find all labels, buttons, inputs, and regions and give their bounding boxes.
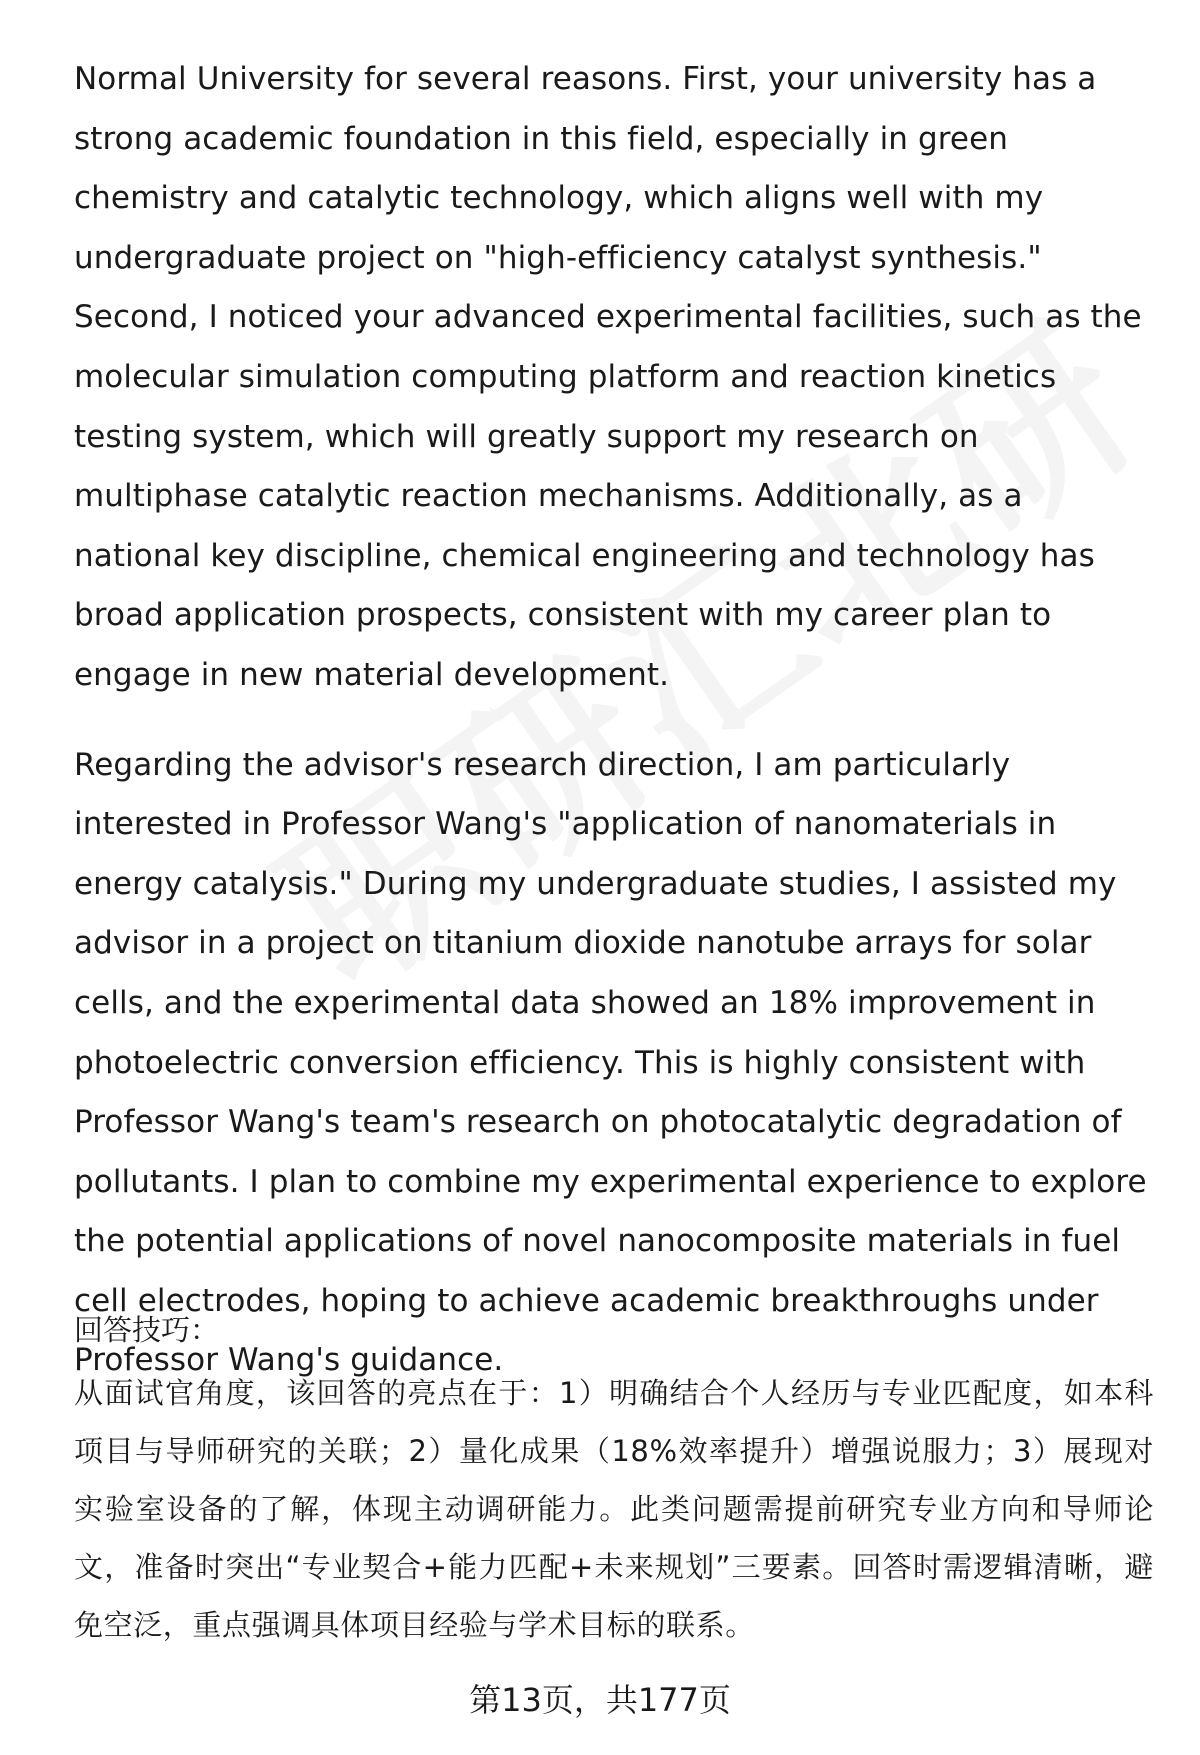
tips-heading: 回答技巧：	[74, 1313, 220, 1347]
main-content	[74, 50, 1154, 1421]
answer-tips-section	[74, 1310, 1154, 1654]
paragraph-advisor-direction: Regarding the advisor's research direction, I am particularly interested in Professor Wang's "application of nanomaterials in energy catalysis." During my undergraduate studies, I assisted my advisor in a project on titanium dioxide nanotube arrays for solar cells, and the experimental data showed an 18% improvement in photoelectric conversion efficiency. This is highly consistent with Professor Wang's team's research on photocatalytic degradation of pollutants. I plan to combine my experimental experience to explore the potential applications of novel nanocomposite materials in fuel cell electrodes, hoping to achieve academic breakthroughs under Professor Wang's guidance.	[74, 746, 1147, 1379]
paragraph-university-reasons: Normal University for several reasons. First, your university has a strong academic foundation in this field, especially in green chemistry and catalytic technology, which aligns well with my undergraduate project on "high-efficiency catalyst synthesis." Second, I noticed your advanced experimental facilities, such as the molecular simulation computing platform and reaction kinetics testing system, which will greatly support my research on multiphase catalytic reaction mechanisms. Additionally, as a national key discipline, chemical engineering and technology has broad application prospects, consistent with my career plan to engage in new material development.	[74, 61, 1142, 693]
tips-body: 从面试官角度，该回答的亮点在于：1）明确结合个人经历与专业匹配度，如本科项目与导师研究的关联；2）量化成果（18%效率提升）增强说服力；3）展现对实验室设备的了解，体现主动调研能力。此类问题需提前研究专业方向和导师论文，准备时突出“专业契合+能力匹配+未来规划”三要素。回答时需逻辑清晰，避免空泛，重点强调具体项目经验与学术目标的联系。	[74, 1376, 1154, 1642]
page-number: 第13页，共177页	[469, 1681, 731, 1719]
